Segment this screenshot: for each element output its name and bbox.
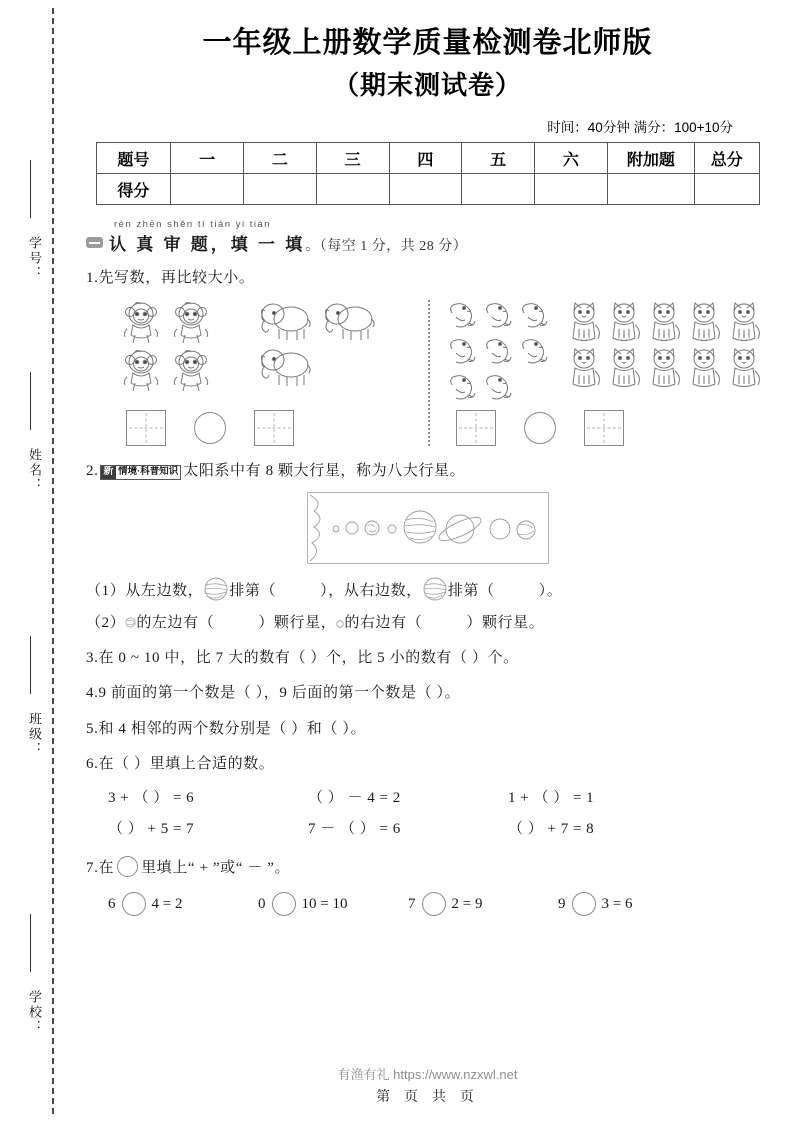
operator-item-2: [258, 892, 408, 916]
operator-circle-3[interactable]: [422, 892, 446, 916]
cat-icon: [727, 299, 761, 343]
sub-2-part-a-mid: ）颗行星，: [258, 614, 337, 631]
score-cell-6[interactable]: [534, 174, 607, 205]
planet-venus-icon: [346, 522, 358, 534]
planet-mars-icon: [388, 525, 396, 533]
page-footer: [62, 1064, 793, 1106]
monkey-icon: [169, 347, 213, 393]
question-6-equation-row-2: [86, 817, 769, 838]
operator-circle-4[interactable]: [572, 892, 596, 916]
elephant-icon: [321, 299, 379, 343]
sub-1-part-b-end: ）。: [538, 582, 563, 599]
cat-icon: [727, 345, 761, 389]
score-col-5: 五: [462, 143, 535, 174]
cat-icon: [647, 345, 681, 389]
cat-icon: [567, 345, 601, 389]
score-cell-3[interactable]: [316, 174, 389, 205]
planet-earth-icon: [365, 521, 379, 535]
sub-1-part-a-end: ），: [320, 582, 344, 599]
cut-dashed-line: [52, 8, 54, 1114]
planet-jupiter-inline-icon-2: [422, 583, 448, 599]
page-title: 一年级上册数学质量检测卷北师版: [202, 27, 653, 59]
question-2-number: 2.: [86, 463, 99, 480]
sub-1-part-a-mid: 排第（: [229, 582, 277, 599]
score-cell-4[interactable]: [389, 174, 462, 205]
group-elephants: [254, 298, 384, 390]
score-col-4: 四: [389, 143, 462, 174]
operand-left-3: 7: [408, 895, 416, 912]
question-6-number: 6.: [86, 755, 99, 772]
question-4-number: 4.: [86, 685, 99, 702]
badge-text: 情境·科普知识: [118, 465, 179, 477]
planet-jupiter-inline-icon: [203, 583, 229, 599]
dolphin-icon: [447, 371, 477, 405]
sub-1-part-b-mid: 排第（: [447, 582, 495, 599]
sub-1-part-b-pre: 从右边数，: [343, 582, 422, 599]
tianzige-box-elephants[interactable]: [254, 410, 294, 446]
score-table-row-label: 题号: [96, 143, 171, 174]
operand-left-4: 9: [558, 895, 566, 912]
question-3: [86, 647, 769, 670]
equation-2[interactable]: （ ） － 4 = 2: [308, 790, 401, 807]
cat-icon: [567, 299, 601, 343]
question-3-number: 3.: [86, 650, 99, 667]
operator-circle-2[interactable]: [272, 892, 296, 916]
compare-circle-left[interactable]: [194, 412, 226, 444]
question-7-items: [86, 892, 769, 916]
table-row-scores: [96, 174, 759, 205]
question-7-text-pre: 在: [98, 860, 115, 877]
equation-4[interactable]: （ ） + 5 = 7: [108, 821, 195, 838]
planet-earth-inline-icon: [125, 615, 136, 631]
question-4-text: 9 前面的第一个数是（ ），9 后面的第一个数是（ ）。: [98, 685, 461, 702]
question-2: [86, 460, 769, 483]
sub-2-part-a-pre: 的左边有（: [136, 614, 215, 631]
score-col-extra: 附加题: [607, 143, 694, 174]
tianzige-box-cats[interactable]: [584, 410, 624, 446]
operator-circle-inline: [117, 856, 138, 877]
planet-jupiter-icon: [404, 511, 436, 543]
saturn-ring-icon: [436, 513, 484, 545]
planet-saturn-icon: [446, 515, 474, 543]
sub-2-part-b-pre: 的右边有（: [344, 614, 423, 631]
group-cats: [564, 298, 764, 390]
question-5-number: 5.: [86, 720, 99, 737]
elephant-icon: [257, 345, 315, 389]
cat-icon: [647, 299, 681, 343]
question-7-number: 7.: [86, 860, 99, 877]
binding-strip: [0, 0, 62, 1122]
question-6-text: 在（ ）里填上合适的数。: [98, 755, 275, 772]
sidebar-rule-4: [30, 914, 31, 972]
dolphin-icon: [447, 335, 477, 369]
score-col-total: 总分: [695, 143, 760, 174]
section-one-heading: [86, 219, 769, 255]
equation-3[interactable]: 1 + （ ） = 1: [508, 790, 595, 807]
question-1-number: 1.: [86, 270, 99, 287]
score-col-6: 六: [534, 143, 607, 174]
cat-icon: [687, 345, 721, 389]
question-1: [86, 267, 769, 290]
question-3-text: 在 0 ~ 10 中，比 7 大的数有（ ）个，比 5 小的数有（ ）个。: [98, 650, 519, 667]
dolphin-icon: [447, 299, 477, 333]
operand-right-3: 2 = 9: [451, 895, 483, 912]
new-context-badge: [100, 465, 181, 480]
question-2-sub-1: [86, 576, 769, 603]
monkey-icon: [169, 299, 213, 345]
answer-row-right: [456, 410, 624, 446]
dolphin-icon: [483, 299, 513, 333]
section-score-note: 。（每空 1 分，共 28 分）: [305, 239, 468, 255]
question-5: [86, 718, 769, 741]
score-table: [96, 142, 760, 205]
group-monkeys: [116, 298, 226, 394]
score-cell-1[interactable]: [171, 174, 244, 205]
question-6-equation-row-1: [86, 786, 769, 807]
sub-2-part-b-end: ）颗行星。: [466, 614, 545, 631]
question-1-picture-area: [86, 298, 769, 448]
picture-divider: [428, 300, 430, 446]
score-table-row-label-2: 得分: [96, 174, 171, 205]
elephant-icon: [257, 299, 315, 343]
cat-icon: [687, 299, 721, 343]
score-cell-2[interactable]: [244, 174, 317, 205]
equation-6[interactable]: （ ） + 7 = 8: [508, 821, 595, 838]
exam-meta: 时间：40分钟 满分：100+10分: [547, 120, 733, 136]
score-col-2: 二: [244, 143, 317, 174]
planet-neptune-icon: [517, 521, 535, 539]
sub-2-label: （2）: [86, 614, 126, 631]
solar-system-figure-wrap: [86, 492, 769, 564]
sidebar-rule-3: [30, 636, 31, 694]
question-7: [86, 856, 769, 880]
section-title: 认 真 审 题，填 一 填: [109, 235, 306, 255]
answer-row-left: [126, 410, 294, 446]
question-2-sub-2: [86, 612, 769, 635]
score-cell-5[interactable]: [462, 174, 535, 205]
tianzige-box-dolphins[interactable]: [456, 410, 496, 446]
equation-5[interactable]: 7 － （ ） = 6: [308, 821, 401, 838]
dolphin-icon: [519, 299, 549, 333]
score-col-1: 一: [171, 143, 244, 174]
score-cell-total[interactable]: [695, 174, 760, 205]
page-subtitle: （期末测试卷）: [332, 70, 522, 101]
watermark-text: 有渔有礼 https://www.nzxwl.net: [337, 1067, 518, 1082]
question-4: [86, 682, 769, 705]
sidebar-label-class: 班级：: [27, 712, 42, 757]
question-2-text: 太阳系中有 8 颗大行星，称为八大行星。: [183, 463, 466, 480]
operand-right-2: 10 = 10: [301, 895, 348, 912]
badge-tag: 新: [103, 466, 115, 478]
dolphin-icon: [519, 335, 549, 369]
planet-uranus-icon: [490, 519, 510, 539]
operand-right-4: 3 = 6: [601, 895, 633, 912]
score-cell-extra[interactable]: [607, 174, 694, 205]
question-5-text: 和 4 相邻的两个数分别是（ ）和（ ）。: [98, 720, 367, 737]
compare-circle-right[interactable]: [524, 412, 556, 444]
operator-circle-1[interactable]: [122, 892, 146, 916]
sidebar-label-student-id: 学号：: [27, 236, 42, 281]
question-1-text: 先写数，再比较大小。: [98, 270, 255, 287]
table-row-header: [96, 143, 759, 174]
operator-item-1: [108, 892, 258, 916]
question-6: [86, 753, 769, 776]
operand-right-1: 4 = 2: [151, 895, 183, 912]
section-marker-icon: [86, 237, 103, 248]
monkey-icon: [119, 299, 163, 345]
planet-mercury-icon: [333, 526, 339, 532]
operand-left-2: 0: [258, 895, 266, 912]
monkey-icon: [119, 347, 163, 393]
dolphin-icon: [483, 335, 513, 369]
operator-item-3: [408, 892, 558, 916]
exam-sheet: [62, 0, 793, 1122]
operand-left-1: 6: [108, 895, 116, 912]
dolphin-icon: [483, 371, 513, 405]
score-col-3: 三: [316, 143, 389, 174]
section-pinyin: rèn zhēn shěn tí tián yi tián: [114, 219, 272, 231]
sidebar-rule-1: [30, 160, 31, 218]
sun-icon: [310, 495, 320, 561]
sidebar-label-school: 学校：: [27, 990, 42, 1035]
sub-1-label: （1）: [86, 582, 126, 599]
tianzige-box-monkeys[interactable]: [126, 410, 166, 446]
equation-1[interactable]: 3 + （ ） = 6: [108, 790, 195, 807]
sidebar-label-name: 姓名：: [27, 448, 42, 493]
operator-item-4: [558, 892, 708, 916]
sidebar-rule-2: [30, 372, 31, 430]
sub-1-part-a-pre: 从左边数，: [125, 582, 204, 599]
solar-system-figure: [307, 492, 549, 564]
page-number-text: 第 页 共 页: [376, 1088, 479, 1104]
cat-icon: [607, 299, 641, 343]
cat-icon: [607, 345, 641, 389]
question-7-text-post: 里填上“ + ”或“ － ”。: [141, 860, 291, 877]
group-dolphins: [444, 298, 552, 406]
